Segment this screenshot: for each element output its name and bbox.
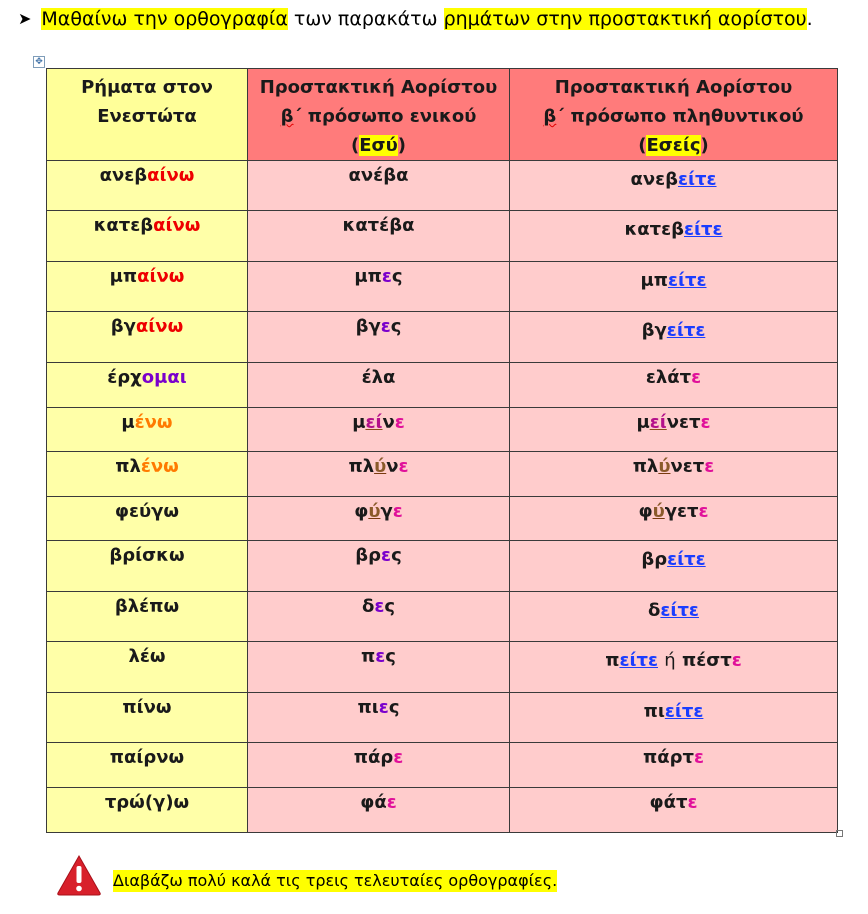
header-col2-line1: Προστακτική Αορίστου: [259, 77, 498, 98]
table-row: [47, 743, 838, 788]
present-cell: [47, 161, 248, 211]
stem: μπ: [640, 270, 668, 291]
vowel: ε: [378, 697, 389, 718]
table-row: [47, 642, 838, 693]
title-highlight-2: ρημάτων στην προστακτική αορίστου: [443, 8, 807, 30]
singular-cell: [248, 693, 510, 743]
ending: ε: [687, 792, 698, 813]
stem: πάρ: [353, 747, 394, 768]
plural-cell: [510, 642, 838, 693]
warning-text: Διαβάζω πολύ καλά τις τρεις τελευταίες ορθογραφίες.: [113, 871, 558, 890]
header-col2-line3: [248, 131, 509, 160]
plural-cell: [510, 363, 838, 408]
ending: αίνω: [135, 316, 184, 337]
table-row: [47, 312, 838, 363]
vowel: ε: [380, 316, 391, 337]
plural-cell: [510, 693, 838, 743]
ending: είτε: [664, 701, 704, 722]
singular-cell: [248, 211, 510, 262]
ending: ς: [391, 266, 403, 287]
header-col3-person: ΄ πρόσωπο πληθυντικού: [556, 106, 804, 127]
stem: μπ: [354, 266, 382, 287]
header-col3-beta: β: [543, 106, 557, 127]
header-imperative-plural: [510, 69, 838, 161]
header-col3-line2: [510, 102, 837, 131]
table-row: [47, 408, 838, 452]
stem: ανεβ: [630, 169, 678, 190]
ending: ε: [386, 792, 397, 813]
singular-cell: [248, 541, 510, 592]
present-cell: [47, 743, 248, 788]
ending: ε: [394, 412, 405, 433]
header-present-tense: [47, 69, 248, 161]
vowel: ε: [374, 596, 385, 617]
header-col2-line2: [248, 102, 509, 131]
ending: είτε: [619, 650, 658, 671]
ending: ένω: [140, 456, 179, 477]
mid: γετ: [664, 501, 699, 522]
stem: πι: [643, 701, 665, 722]
word: πίνω: [122, 697, 172, 718]
stem: βρ: [355, 545, 382, 566]
ending: ε: [704, 456, 715, 477]
stem: φά: [360, 792, 387, 813]
vowel: ύ: [658, 456, 671, 477]
paren-close: ): [700, 135, 709, 156]
stem: κατεβ: [624, 219, 684, 240]
mid: νετ: [670, 456, 705, 477]
stem: φ: [638, 501, 653, 522]
header-col2-beta: β: [280, 106, 294, 127]
ending: ς: [384, 596, 396, 617]
singular-cell: [248, 642, 510, 693]
table-row: [47, 541, 838, 592]
present-cell: [47, 363, 248, 408]
singular-cell: [248, 788, 510, 833]
plural-cell: [510, 497, 838, 541]
word: κατέβα: [342, 215, 415, 236]
mid: γ: [380, 501, 393, 522]
plural-cell: [510, 312, 838, 363]
header-imperative-singular: [248, 69, 510, 161]
ending: ε: [698, 501, 709, 522]
ending: ς: [390, 316, 402, 337]
stem: βγ: [110, 316, 136, 337]
table-move-handle-icon[interactable]: ✥: [33, 56, 45, 68]
vowel: ε: [375, 646, 386, 667]
stem: κατεβ: [93, 215, 154, 236]
header-col3-line1: Προστακτική Αορίστου: [554, 77, 793, 98]
ending: ε: [700, 412, 711, 433]
present-cell: [47, 642, 248, 693]
word: βλέπω: [114, 596, 180, 617]
table-row: [47, 592, 838, 642]
stem: πλ: [632, 456, 659, 477]
table-row: [47, 497, 838, 541]
ending: είτε: [667, 549, 706, 570]
ending: αίνω: [137, 266, 185, 287]
ending: ε: [398, 456, 409, 477]
table-row: [47, 693, 838, 743]
singular-cell: [248, 363, 510, 408]
stem: μ: [352, 412, 366, 433]
ending: ς: [385, 646, 396, 667]
plural-cell: [510, 743, 838, 788]
paren-open: (: [638, 135, 647, 156]
stem: ελάτ: [645, 367, 692, 388]
paren-open: (: [351, 135, 360, 156]
plural-cell: [510, 262, 838, 312]
plural-cell: [510, 161, 838, 211]
vowel: ε: [381, 545, 392, 566]
header-col2-person: ΄ πρόσωπο ενικού: [293, 106, 477, 127]
singular-cell: [248, 262, 510, 312]
table-row: [47, 363, 838, 408]
table-row: [47, 452, 838, 497]
alt-ending: ε: [731, 650, 742, 671]
stem: μπ: [109, 266, 138, 287]
mid: ν: [382, 412, 395, 433]
stem: βρ: [641, 549, 668, 570]
title-text-end: .: [806, 8, 813, 30]
present-cell: [47, 452, 248, 497]
ending: αίνω: [153, 215, 201, 236]
singular-cell: [248, 497, 510, 541]
table-row: [47, 161, 838, 211]
stem: π: [361, 646, 376, 667]
stem: πάρτ: [642, 747, 694, 768]
stem: δ: [361, 596, 375, 617]
ending: ε: [393, 747, 404, 768]
ending: είτε: [666, 320, 706, 341]
stem: ανεβ: [99, 165, 148, 186]
present-cell: [47, 312, 248, 363]
vowel: ύ: [368, 501, 381, 522]
word: ανέβα: [348, 165, 409, 186]
stem: έρχ: [107, 367, 142, 388]
singular-cell: [248, 592, 510, 642]
header-col3-pronoun: Εσείς: [646, 135, 701, 156]
paren-close: ): [397, 135, 406, 156]
plural-cell: [510, 592, 838, 642]
vowel: ε: [381, 266, 392, 287]
arrow-bullet-icon: ➤: [18, 9, 32, 28]
present-cell: [47, 211, 248, 262]
or-word: ή: [664, 650, 676, 671]
title-text-2: των παρακάτω: [287, 8, 444, 30]
ending: ε: [691, 367, 702, 388]
mid: νετ: [666, 412, 701, 433]
stem: πλ: [115, 456, 141, 477]
ending: αίνω: [147, 165, 195, 186]
stem: πλ: [348, 456, 375, 477]
ending: είτε: [660, 600, 699, 621]
plural-cell: [510, 541, 838, 592]
ending: ε: [392, 501, 403, 522]
warning-icon: [56, 854, 102, 896]
present-cell: [47, 693, 248, 743]
mid: ν: [386, 456, 399, 477]
header-col1-line2: Ενεστώτα: [97, 106, 197, 127]
header-col3-line3: [510, 131, 837, 160]
page-title: [18, 6, 868, 33]
stem: πι: [357, 697, 379, 718]
stem: μ: [636, 412, 650, 433]
ending: ένω: [134, 412, 173, 433]
plural-cell: [510, 788, 838, 833]
table-resize-handle[interactable]: [836, 830, 843, 837]
present-cell: [47, 541, 248, 592]
word: έλα: [361, 367, 396, 388]
present-cell: [47, 788, 248, 833]
vowel: ύ: [374, 456, 387, 477]
header-col2-pronoun: Εσύ: [359, 135, 398, 156]
present-cell: [47, 592, 248, 642]
ending: είτε: [667, 270, 707, 291]
plural-cell: [510, 408, 838, 452]
stem: π: [605, 650, 620, 671]
singular-cell: [248, 452, 510, 497]
vowel: εί: [649, 412, 667, 433]
singular-cell: [248, 743, 510, 788]
table-row: [47, 211, 838, 262]
plural-cell: [510, 452, 838, 497]
present-cell: [47, 497, 248, 541]
vowel: ύ: [652, 501, 665, 522]
ending: είτε: [684, 219, 723, 240]
title-highlight-1: Μαθαίνω την ορθογραφία: [41, 8, 288, 30]
stem: μ: [121, 412, 135, 433]
stem: βγ: [641, 320, 667, 341]
stem: βγ: [355, 316, 381, 337]
table-header-row: [47, 69, 838, 161]
plural-cell: [510, 211, 838, 262]
warning-note: [56, 854, 656, 896]
word: τρώ(γ)ω: [104, 792, 190, 813]
word: φεύγω: [114, 501, 180, 522]
table-row: [47, 788, 838, 833]
table-row: [47, 262, 838, 312]
verbs-table: [46, 68, 838, 833]
word: βρίσκω: [109, 545, 185, 566]
ending: ε: [693, 747, 704, 768]
singular-cell: [248, 312, 510, 363]
singular-cell: [248, 161, 510, 211]
singular-cell: [248, 408, 510, 452]
ending: είτε: [677, 169, 717, 190]
ending: ς: [391, 545, 402, 566]
word: παίρνω: [109, 747, 185, 768]
stem: φ: [354, 501, 369, 522]
alt-stem: πέστ: [681, 650, 732, 671]
present-cell: [47, 262, 248, 312]
stem: φάτ: [649, 792, 688, 813]
word: λέω: [128, 646, 166, 667]
present-cell: [47, 408, 248, 452]
vowel: εί: [365, 412, 383, 433]
header-col1-line1: Ρήματα στον: [81, 77, 213, 98]
ending: ομαι: [141, 367, 187, 388]
ending: ς: [388, 697, 400, 718]
stem: δ: [648, 600, 661, 621]
